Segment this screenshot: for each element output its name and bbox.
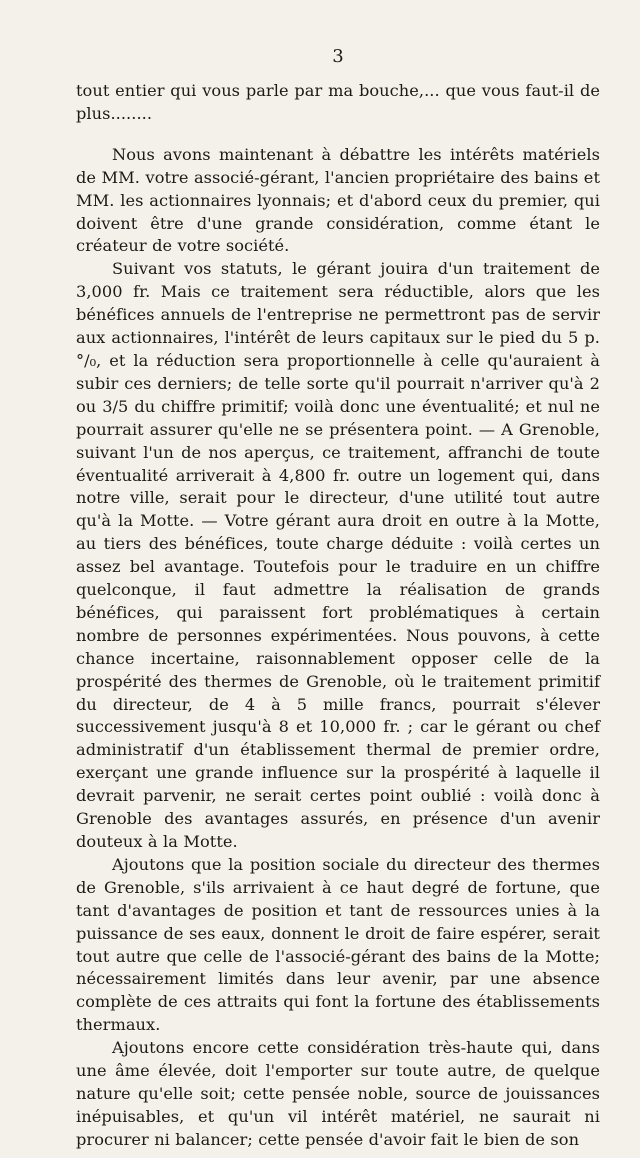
paragraph-statutes: Suivant vos statuts, le gérant jouira d'un traitement de 3,000 fr. Mais ce traitement sera réductible, alors que les bénéfices annuels de l'entreprise ne permettront pas de servir aux actionnaires, l'intérêt de leurs capitaux sur le pied du 5 p. °/₀, et la réduction sera proportionnelle à celle qu'auraient à subir ces derniers; de telle sorte qu'il pourrait n'arriver qu'à 2 ou 3/5 du chiffre primitif; voilà donc une éventualité; et nul ne pourrait assurer qu'elle ne se présentera point. — A Grenoble, suivant l'un de nos aperçus, ce traitement, affranchi de toute éventualité arriverait à 4,800 fr. outre un logement qui, dans notre ville, serait pour le directeur, d'une utilité tout autre qu'à la Motte. — Votre gérant aura droit en outre à la Motte, au tiers des bénéfices, toute charge déduite : voilà certes un assez bel avantage. Toutefois pour le traduire en un chiffre quelconque, il faut admettre la réalisation de grands bénéfices, qui paraissent fort problématiques à certain nombre de personnes expérimentées. Nous pouvons, à cette chance incertaine, raisonnablement opposer celle de la prospérité des thermes de Grenoble, où le traitement primitif du directeur, de 4 à 5 mille francs, pourrait s'élever successivement jusqu'à 8 et 10,000 fr. ; car le gérant ou chef administratif d'un établissement thermal de premier ordre, exerçant une grande influence sur la prospérité à laquelle il devrait parvenir, ne serait certes point oublié : voilà donc à Grenoble des avantages assurés, en présence d'un avenir douteux à la Motte. [76,259,600,851]
paragraph-continuation: tout entier qui vous parle par ma bouche,... que vous faut-il de plus........ [76,81,600,123]
paragraph-material-interests: Nous avons maintenant à débattre les intérêts matériels de MM. votre associé-gérant, l'ancien propriétaire des bains et MM. les actionnaires lyonnais; et d'abord ceux du premier, qui doivent être d'une grande considération, comme étant le créateur de votre société. [76,144,600,256]
paragraph-noble-thought: Ajoutons encore cette considération très-haute qui, dans une âme élevée, doit l'emporter sur toute autre, de quelque nature qu'elle soit; cette pensée noble, source de jouissances inépuisables, et qu'un vil intérêt matériel, ne saurait ni procurer ni balancer; cette pensée d'avoir fait le bien de son [76,1038,600,1149]
page-number: 3 [332,46,344,67]
paragraph-social-position: Ajoutons que la position sociale du directeur des thermes de Grenoble, s'ils arrivaient à ce haut degré de fortune, que tant d'avantages de position et tant de ressources unies à la puissance de ses eaux, donnent le droit de faire espérer, serait tout autre que celle de l'associé-gérant des bains de la Motte; nécessairement limités dans leur avenir, par une absence complète de ces attraits qui font la fortune des établissements thermaux. [76,854,600,1035]
